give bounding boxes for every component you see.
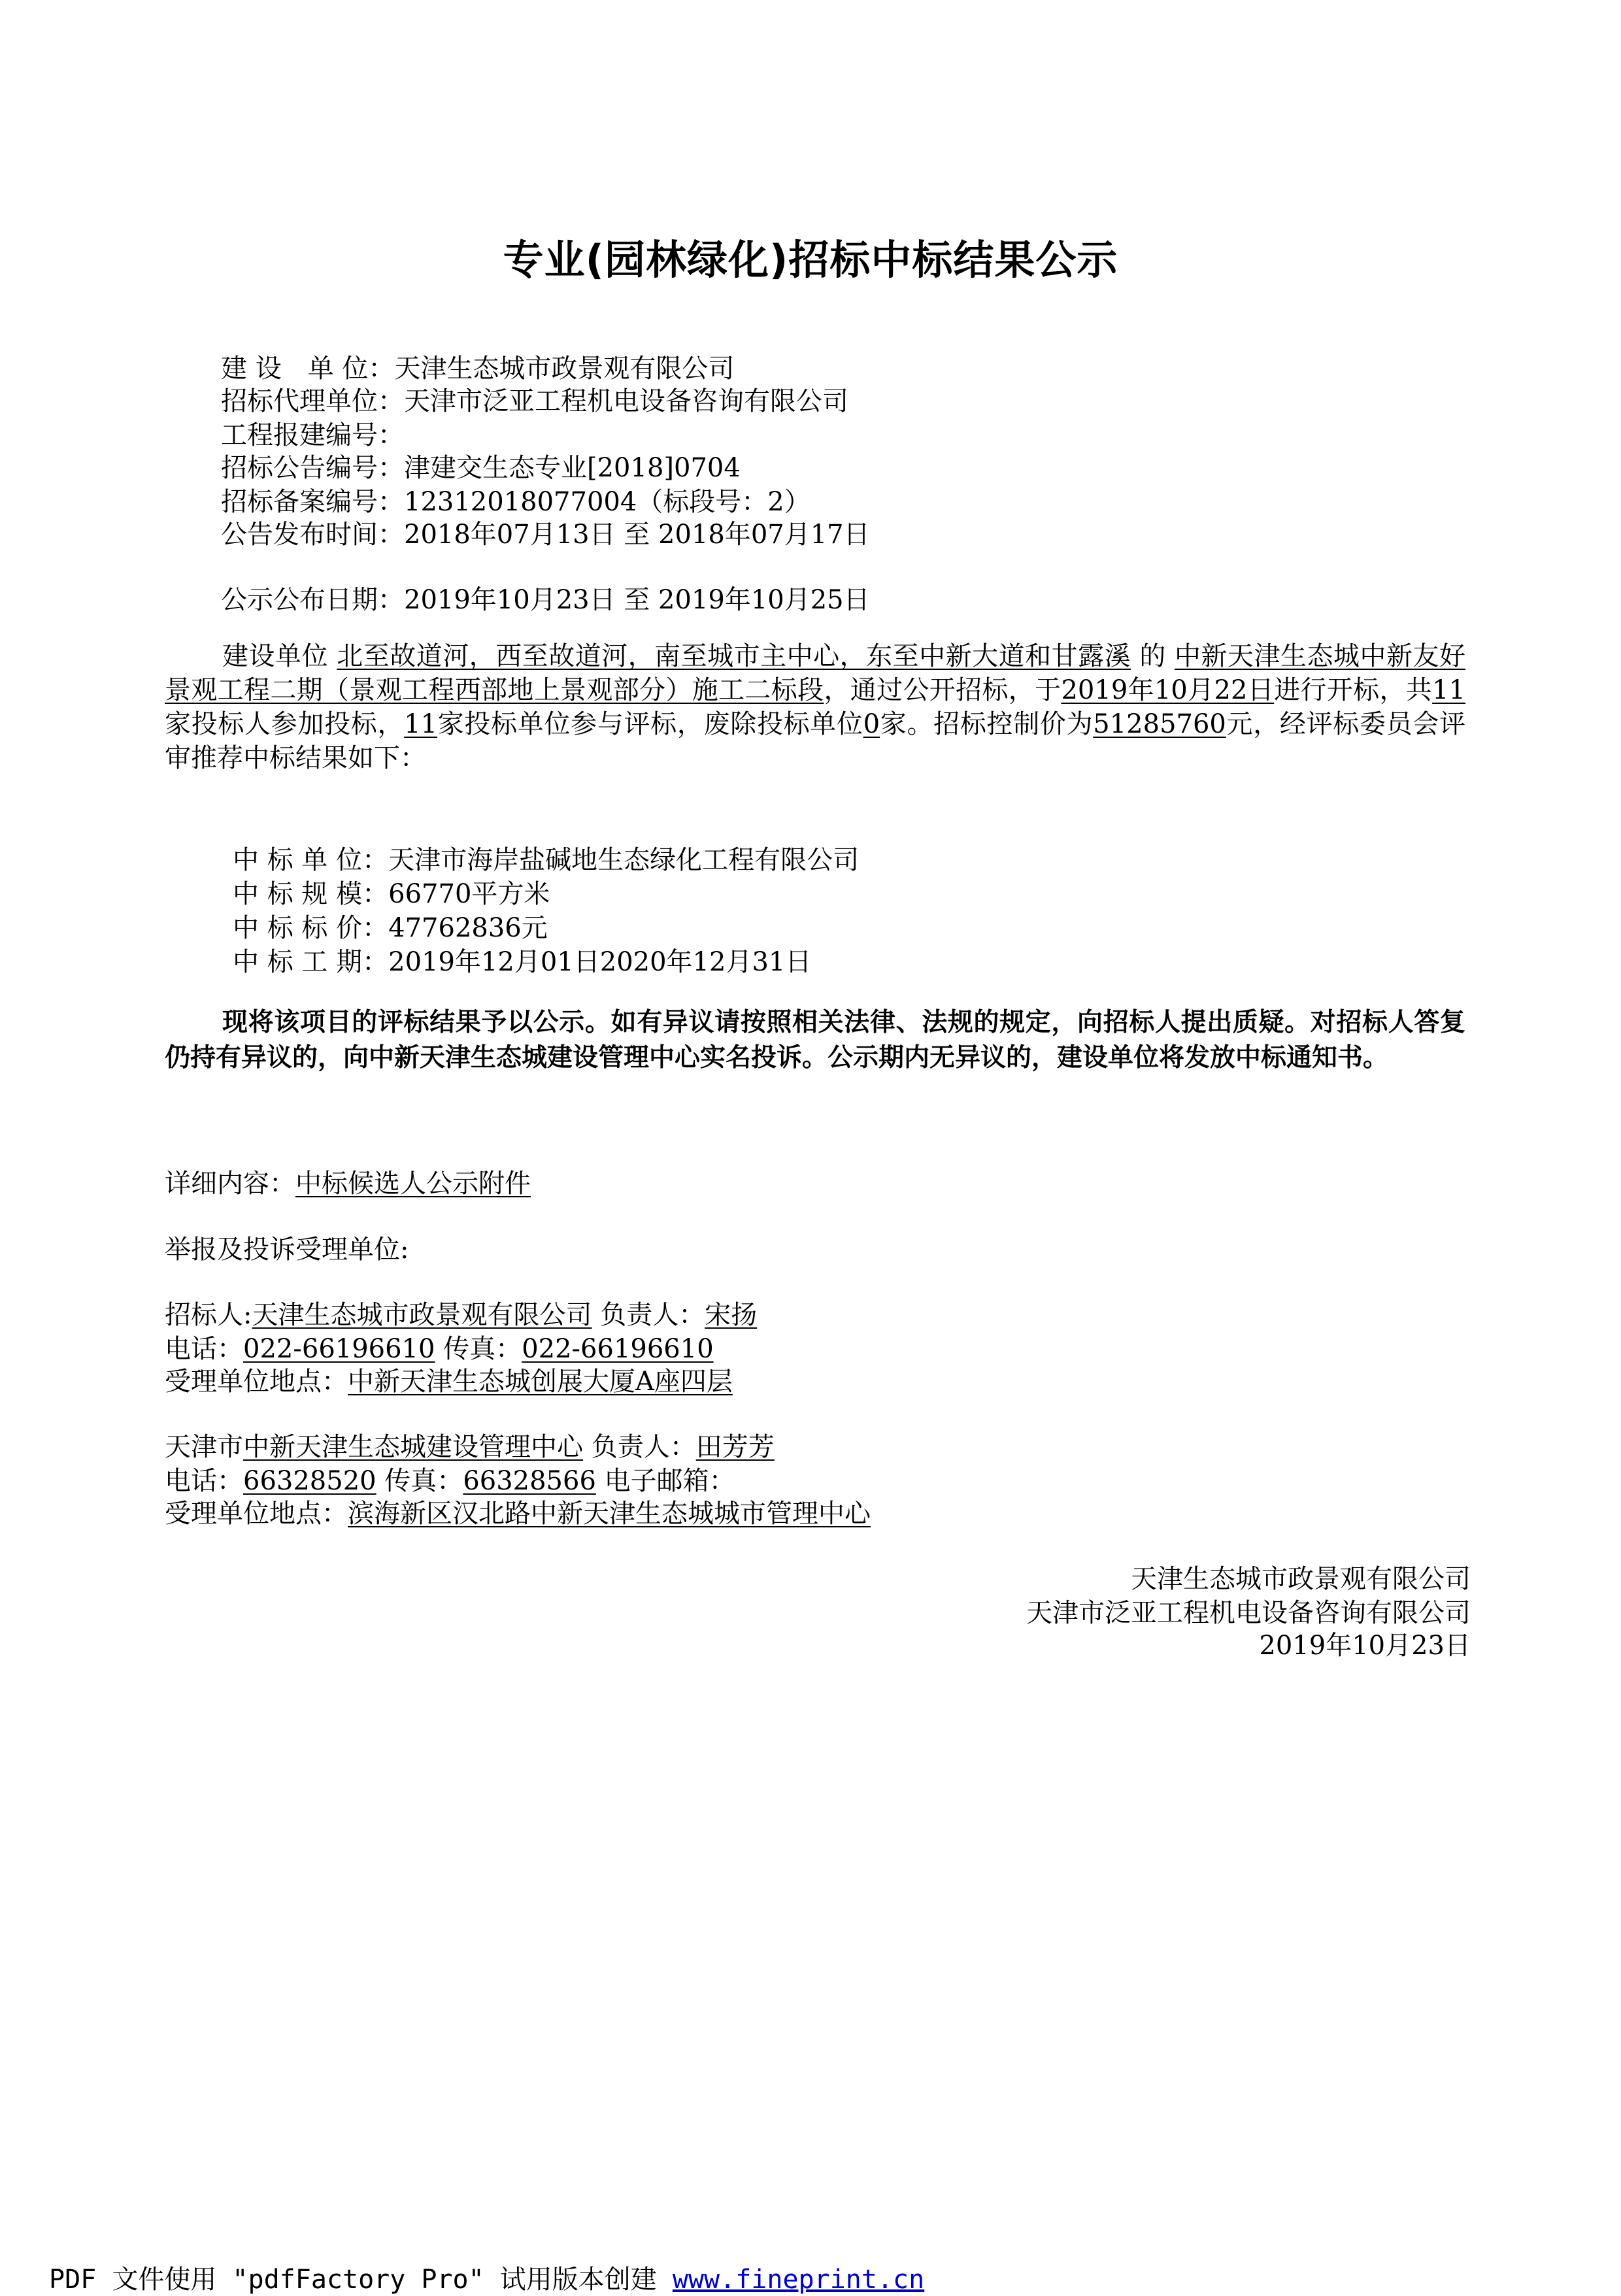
authority-person: 田芳芳 <box>695 1432 775 1462</box>
objection-notice: 现将该项目的评标结果予以公示。如有异议请按照相关法律、法规的规定，向招标人提出质疑。对招标人答复仍持有异议的，向中新天津生态城建设管理中心实名投诉。公示期内无异议的，建设单位将发放中标通知书。 <box>165 1008 1465 1073</box>
authority-phone-row <box>165 1464 735 1498</box>
rejected-count: 0 <box>863 709 880 739</box>
award-value: 47762836元 <box>388 913 548 943</box>
intro-text: 家。招标控制价为 <box>880 709 1094 739</box>
evaluated-count: 11 <box>404 709 438 739</box>
project-location: 北至故道河，西至故道河，南至城市主中心，东至中新大道和甘露溪 <box>337 641 1131 671</box>
details-row <box>165 1167 531 1201</box>
signature-org-2: 天津市泛亚工程机电设备咨询有限公司 <box>1026 1598 1471 1628</box>
info-label: 招标公告编号： <box>221 453 404 483</box>
page-title: 专业(园林绿化)招标中标结果公示 <box>503 236 1118 284</box>
info-label: 招标代理单位： <box>221 386 404 416</box>
authority-address-row <box>165 1497 871 1531</box>
tenderer-label: 招标人: <box>165 1300 252 1330</box>
publicity-value: 2019年10月23日 至 2019年10月25日 <box>404 585 870 615</box>
tenderer-row <box>165 1298 757 1332</box>
award-label: 中 标 工 期： <box>233 947 389 977</box>
tenderer-tel: 022-66196610 <box>243 1334 435 1364</box>
info-row-publish-time <box>221 518 870 552</box>
person-label: 负责人： <box>592 1300 705 1330</box>
award-value: 66770平方米 <box>388 879 550 909</box>
award-label: 中 标 规 模： <box>233 879 389 909</box>
intro-text: ，通过公开招标，于 <box>824 675 1061 705</box>
fax-label: 传真： <box>435 1334 522 1364</box>
info-value: 2018年07月13日 至 2018年07月17日 <box>404 520 870 550</box>
info-label: 建 设 单 位： <box>221 354 395 384</box>
publicity-dates <box>221 583 870 617</box>
intro-text: 家投标单位参与评标，废除投标单位 <box>437 709 863 739</box>
info-row-builder <box>221 352 734 386</box>
award-scale <box>233 877 550 911</box>
award-period <box>233 945 811 979</box>
info-value: 津建交生态专业[2018]0704 <box>404 453 741 483</box>
details-label: 详细内容： <box>165 1169 295 1199</box>
tenderer-address: 中新天津生态城创展大厦A座四层 <box>348 1367 733 1397</box>
info-value: 12312018077004（标段号：2） <box>404 487 811 517</box>
info-label: 招标备案编号： <box>221 487 404 517</box>
intro-text: 进行开标，共 <box>1274 675 1433 705</box>
tenderer-fax: 022-66196610 <box>522 1334 714 1364</box>
award-price <box>233 911 548 945</box>
info-value: 天津生态城市政景观有限公司 <box>394 354 735 384</box>
address-label: 受理单位地点： <box>165 1499 348 1529</box>
complaint-heading: 举报及投诉受理单位: <box>165 1235 409 1265</box>
award-label: 中 标 单 位： <box>233 845 389 875</box>
bidder-count: 11 <box>1432 675 1466 705</box>
info-label: 工程报建编号： <box>221 420 404 450</box>
intro-text: 元，经评标委员会评审推荐中标结果如下： <box>165 709 1466 773</box>
control-price: 51285760 <box>1093 709 1226 739</box>
authority-tel: 66328520 <box>243 1466 376 1496</box>
award-label: 中 标 标 价： <box>233 913 389 943</box>
publicity-label: 公示公布日期： <box>221 585 404 615</box>
authority-address: 滨海新区汉北路中新天津生态城城市管理中心 <box>348 1499 871 1529</box>
intro-text: 的 <box>1131 641 1175 671</box>
tenderer-address-row <box>165 1365 733 1399</box>
project-name: 中新天津生态城中新友好景观工程二期（景观工程西部地上景观部分）施工二标段 <box>165 641 1465 705</box>
award-winner <box>233 843 859 877</box>
info-row-registration <box>221 418 404 452</box>
intro-text: 建设单位 <box>222 641 337 671</box>
authority-fax: 66328566 <box>463 1466 596 1496</box>
tenderer-person: 宋扬 <box>705 1300 758 1330</box>
intro-paragraph <box>165 639 1465 775</box>
info-value: 天津市泛亚工程机电设备咨询有限公司 <box>404 386 848 416</box>
signature-date: 2019年10月23日 <box>1259 1631 1471 1661</box>
person-label: 负责人： <box>583 1432 696 1462</box>
award-value: 2019年12月01日2020年12月31日 <box>388 947 812 977</box>
pdf-footer <box>49 2259 924 2296</box>
authority-row <box>165 1430 775 1464</box>
attachment-link[interactable]: 中标候选人公示附件 <box>295 1169 531 1199</box>
info-row-agent <box>221 384 848 418</box>
info-row-announcement-no <box>221 451 741 485</box>
tenderer-phone-row <box>165 1332 714 1366</box>
tenderer-name: 天津生态城市政景观有限公司 <box>252 1300 592 1330</box>
signature-org-1: 天津生态城市政景观有限公司 <box>1131 1564 1471 1594</box>
opening-date: 2019年10月22日 <box>1061 675 1275 705</box>
tel-label: 电话： <box>165 1466 243 1496</box>
email-label: 电子邮箱： <box>595 1466 735 1496</box>
footer-link[interactable]: www.fineprint.cn <box>672 2265 925 2295</box>
intro-text: 家投标人参加投标， <box>165 709 405 739</box>
authority-name: 中新天津生态城建设管理中心 <box>243 1432 583 1462</box>
authority-prefix: 天津市 <box>165 1432 243 1462</box>
fax-label: 传真： <box>376 1466 463 1496</box>
award-value: 天津市海岸盐碱地生态绿化工程有限公司 <box>388 845 860 875</box>
footer-text: PDF 文件使用 "pdfFactory Pro" 试用版本创建 <box>49 2265 673 2295</box>
tel-label: 电话： <box>165 1334 243 1364</box>
info-row-filing-no <box>221 485 811 519</box>
info-label: 公告发布时间： <box>221 520 404 550</box>
address-label: 受理单位地点： <box>165 1367 348 1397</box>
